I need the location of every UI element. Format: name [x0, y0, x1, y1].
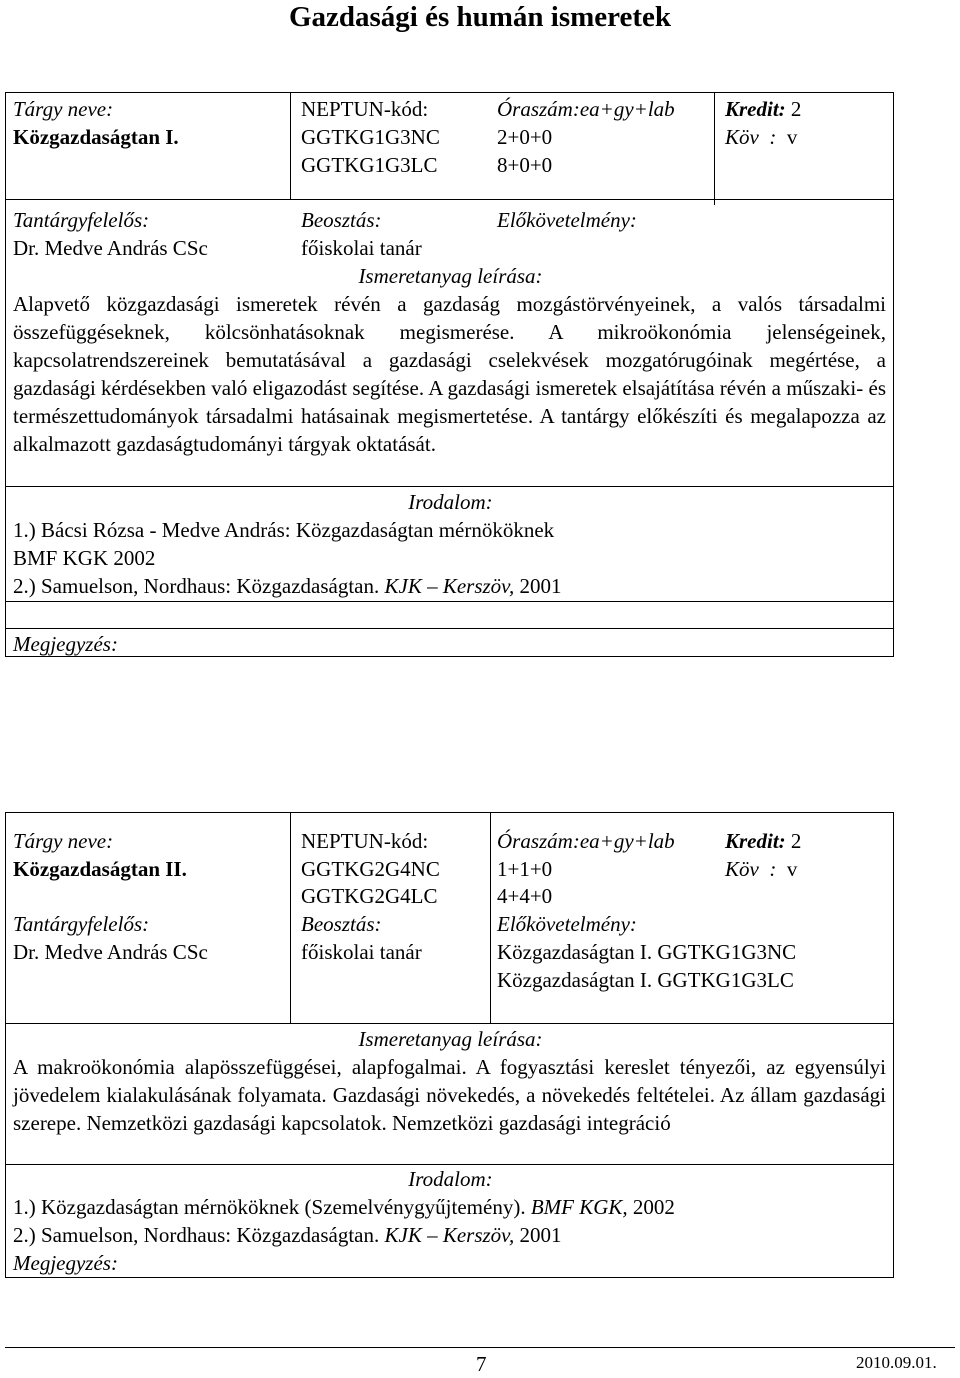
position-value: főiskolai tanár [301, 940, 422, 964]
literature-label: Irodalom: [408, 1167, 493, 1191]
hours-value: 1+1+0 [497, 857, 553, 881]
position-value: főiskolai tanár [301, 236, 422, 260]
notes-label: Megjegyzés: [13, 1251, 118, 1275]
responsible-name: Dr. Medve András CSc [13, 236, 208, 260]
hours-label: Óraszám:ea+gy+lab [497, 97, 675, 121]
kov: Köv : v [725, 125, 798, 149]
subject-name: Közgazdaságtan II. [13, 857, 187, 881]
literature-item: BMF KGK 2002 [13, 546, 156, 570]
subject-label: Tárgy neve: [13, 829, 114, 853]
hours-value: 2+0+0 [497, 125, 553, 149]
credit: Kredit: 2 [725, 829, 802, 853]
description-text: Alapvető közgazdasági ismeretek révén a gazdaság mozgástörvényeinek, a valós társadalmi összefüggéseknek, kölcsönhatásoknak megismerése. A mikroökonómia jelenségeinek, kapcsolatrendszereinek bemutatásával a gazdasági cselekvések mozgatórugóinak megértése, a gazdasági kérdésekben való eligazodást segítése. A gazdasági ismeretek elsajátítása révén a műszaki- és természettudományok társadalmi hatásainak megismertetése. A tantárgy előkészíti és megalapozza az alkalmazott gazdaságtudományi tárgyak oktatását. [13, 292, 886, 456]
page-title: Gazdasági és humán ismeretek [288, 1, 672, 33]
description-text: A makroökonómia alapösszefüggései, alapfogalmai. A fogyasztási kereslet tényezői, az egyensúlyi jövedelem kialakulásának folyamata. Gazdasági növekedés, a növekedés feltételei. Az állam gazdasági szerepe. Nemzetközi gazdasági kapcsolatok. Nemzetközi gazdasági integráció [13, 1055, 886, 1135]
hours-value: 4+4+0 [497, 884, 553, 908]
responsible-name: Dr. Medve András CSc [13, 940, 208, 964]
footer-divider [5, 1347, 955, 1348]
neptun-code: GGTKG1G3NC [301, 125, 440, 149]
subject-label: Tárgy neve: [13, 97, 114, 121]
notes-label: Megjegyzés: [13, 632, 118, 656]
hours-label: Óraszám:ea+gy+lab [497, 829, 675, 853]
prereq-label: Előkövetelmény: [497, 208, 637, 232]
credit: Kredit: 2 [725, 97, 802, 121]
prereq-label: Előkövetelmény: [497, 912, 637, 936]
description-label: Ismeretanyag leírása: [358, 264, 543, 288]
literature-item: 2.) Samuelson, Nordhaus: Közgazdaságtan. KJK – Kerszöv, 2001 [13, 574, 562, 598]
hours-value: 8+0+0 [497, 153, 553, 177]
literature-item: 1.) Közgazdaságtan mérnököknek (Szemelvénygyűjtemény). BMF KGK, 2002 [13, 1195, 675, 1219]
neptun-code: GGTKG2G4NC [301, 857, 440, 881]
course-1-card [5, 92, 894, 657]
neptun-code: GGTKG2G4LC [301, 884, 438, 908]
neptun-code: GGTKG1G3LC [301, 153, 438, 177]
footer-date: 2010.09.01. [856, 1353, 937, 1372]
prereq-item: Közgazdaságtan I. GGTKG1G3LC [497, 968, 794, 992]
neptun-label: NEPTUN-kód: [301, 97, 429, 121]
position-label: Beosztás: [301, 912, 382, 936]
prereq-item: Közgazdaságtan I. GGTKG1G3NC [497, 940, 797, 964]
literature-item: 2.) Samuelson, Nordhaus: Közgazdaságtan. KJK – Kerszöv, 2001 [13, 1223, 562, 1247]
description-label: Ismeretanyag leírása: [358, 1027, 543, 1051]
page-number: 7 [476, 1352, 487, 1376]
responsible-label: Tantárgyfelelős: [13, 208, 150, 232]
position-label: Beosztás: [301, 208, 382, 232]
neptun-label: NEPTUN-kód: [301, 829, 429, 853]
kov: Köv : v [725, 857, 798, 881]
responsible-label: Tantárgyfelelős: [13, 912, 150, 936]
literature-label: Irodalom: [408, 490, 493, 514]
subject-name: Közgazdaságtan I. [13, 125, 179, 149]
literature-item: 1.) Bácsi Rózsa - Medve András: Közgazdaságtan mérnököknek [13, 518, 555, 542]
course-2-card [5, 812, 894, 1278]
